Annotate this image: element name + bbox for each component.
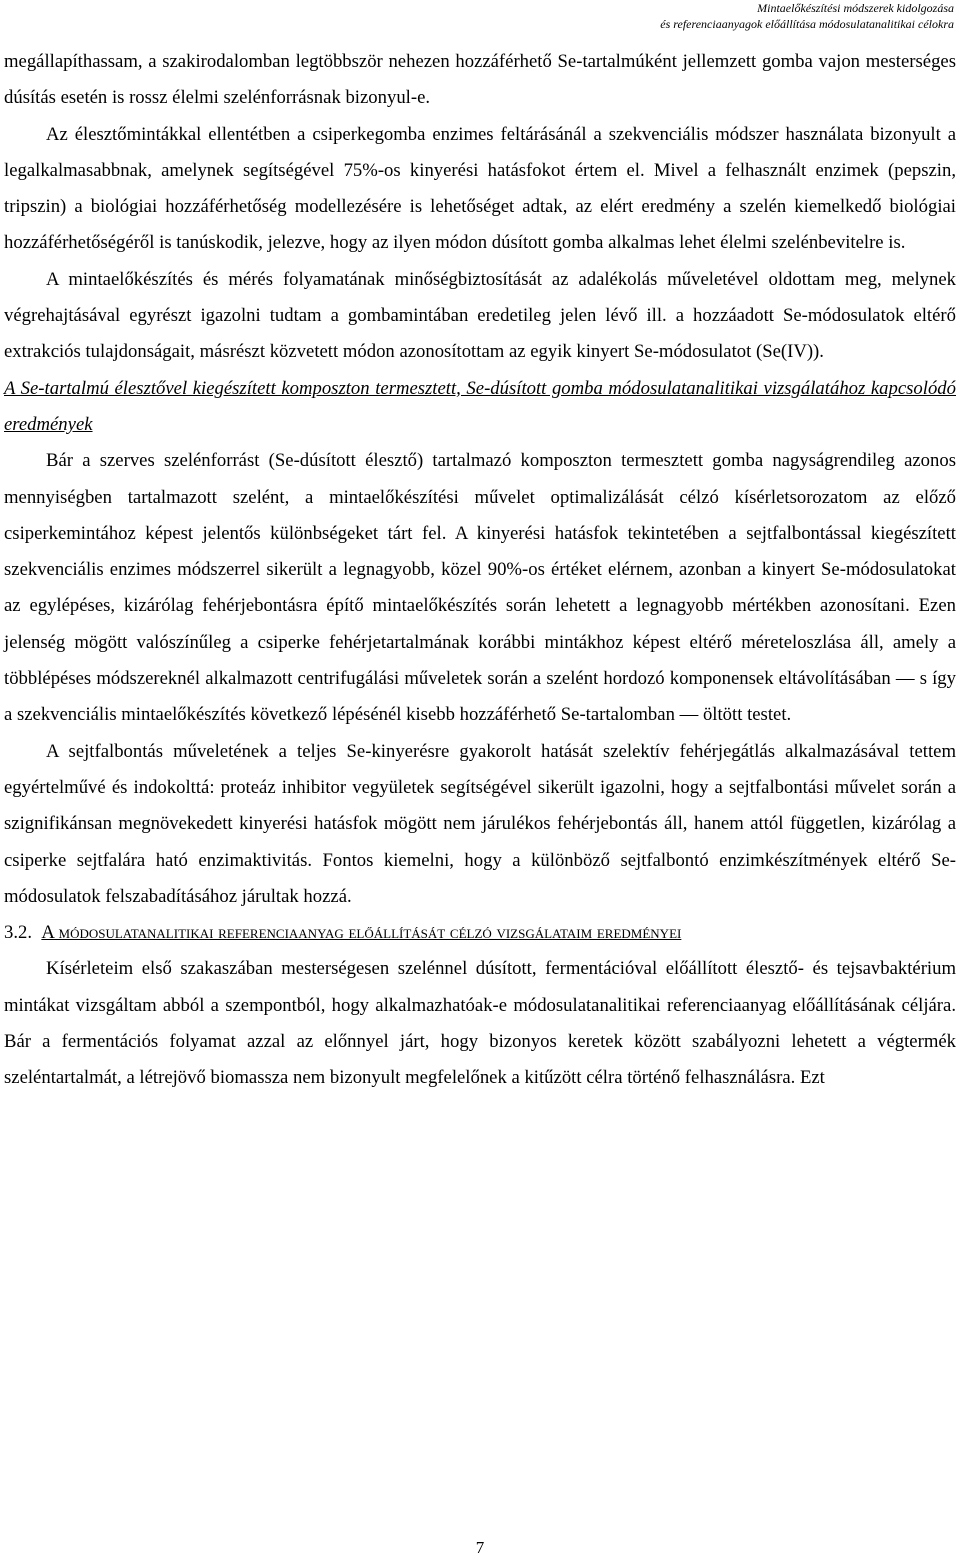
- paragraph: A mintaelőkészítés és mérés folyamatának minőségbiztosítását az adalékolás műveletével oldottam meg, melynek végrehajtásával egyrészt igazolni tudtam a gombamintában eredetileg jelen lévő ill. a hozzáadott Se-módosulatok eltérő extrakciós tulajdonságait, másrészt közvetett módon azonosítottam az egyik kinyert Se-módosulatot (Se(IV)).: [4, 268, 956, 363]
- paragraph: Bár a szerves szelénforrást (Se-dúsított élesztő) tartalmazó komposzton termesztett gomba nagyságrendileg azonos mennyiségben tartalmazott szelént, a mintaelőkészítési művelet optimalizálását célzó kísérletsorozatom az előző csiperkemintához képest jelentős különbségeket tárt fel. A kinyerési hatásfok tekintetében a sejtfalbontással kiegészített szekvenciális enzimes módszerrel sikerült a legnagyobb, közel 90%-os értéket elérnem, azonban a kinyert Se-módosulatokat az egylépéses, kizárólag fehérjebontásra építő mintaelőkészítés során lehetett a legnagyobb mértékben azonosítani. Ezen jelenség mögött valószínűleg a csiperke fehérjetartalmának korábbi mintákhoz képest eltérő méreteloszlása áll, amely a többlépéses módszereknél alkalmazott centrifugálási műveletek során a szelént hordozó komponensek eltávolításában — s így a szekvenciális mintaelőkészítés következő lépésénél kisebb hozzáférhető Se-tartalomban — öltött testet.: [4, 450, 956, 726]
- page-number: 7: [475, 1538, 485, 1557]
- header-line-1: Mintaelőkészítési módszerek kidolgozása: [757, 1, 954, 15]
- paragraph: megállapíthassam, a szakirodalomban legtöbbször nehezen hozzáférhető Se-tartalmúként jellemzett gomba vajon mesterséges dúsítás esetén is rossz élelmi szelénforrásnak bizonyul-e.: [4, 51, 956, 109]
- running-header: [660, 0, 954, 32]
- section-title: A módosulatanalitikai referenciaanyag előállítását célzó vizsgálataim eredményei: [41, 922, 682, 944]
- paragraph: Az élesztőmintákkal ellentétben a csiperkegomba enzimes feltárásánál a szekvenciális módszer használata bizonyult a legalkalmasabbnak, amelynek segítségével 75%-os kinyerési hatásfokot értem el. Mivel a felhasznált enzimek (pepszin, tripszin) a biológiai hozzáférhetőség modellezésére is lehetőséget adtak, az elért eredmény a szelén kiemelkedő biológiai hozzáférhetőségéről is tanúskodik, jelezve, hogy az ilyen módon dúsított gomba alkalmas lehet élelmi szelénbevitelre is.: [4, 123, 956, 254]
- subheading: A Se-tartalmú élesztővel kiegészített komposzton termesztett, Se-dúsított gomba módosulatanalitikai vizsgálatához kapcsolódó eredmények: [4, 377, 956, 435]
- paragraph: Kísérleteim első szakaszában mesterségesen szelénnel dúsított, fermentációval előállított élesztő- és tejsavbaktérium mintákat vizsgáltam abból a szempontból, hogy alkalmazhatóak-e módosulatanalitikai referenciaanyag előállításának céljára. Bár a fermentációs folyamat azzal az előnnyel járt, hogy bizonyos keretek között szabályozni lehetett a végtermék szeléntartalmát, a létrejövő biomassza nem bizonyult megfelelőnek a kitűzött célra történő felhasználásra. Ezt: [4, 958, 956, 1089]
- section-number: 3.2.: [4, 922, 33, 944]
- header-line-2: és referenciaanyagok előállítása módosulatanalitikai célokra: [660, 17, 954, 31]
- paragraph: A sejtfalbontás műveletének a teljes Se-kinyerésre gyakorolt hatását szelektív fehérjegátlás alkalmazásával tettem egyértelművé és indokolttá: proteáz inhibitor vegyületek segítségével sikerült igazolni, hogy a sejtfalbontási művelet során a szignifikánsan megnövekedett kinyerési hatásfok mögött nem járulékos fehérjebontás áll, hanem attól független, kizárólag a csiperke sejtfalára ható enzimaktivitás. Fontos kiemelni, hogy a különböző sejtfalbontó enzimkészítmények eltérő Se-módosulatok felszabadításához járultak hozzá.: [4, 740, 956, 907]
- section-heading: [4, 915, 956, 951]
- document-body: [4, 44, 956, 1097]
